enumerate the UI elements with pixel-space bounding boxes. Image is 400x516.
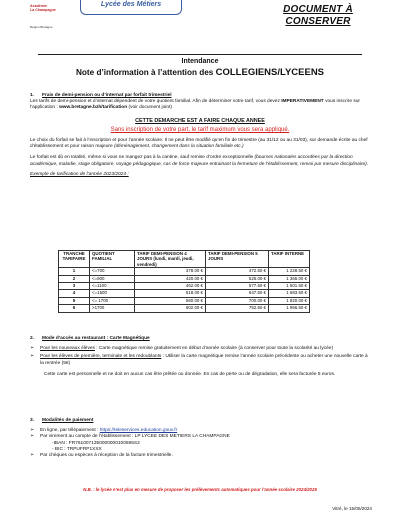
- arrow-bullet-icon: ➢: [30, 428, 35, 434]
- tarification-link[interactable]: www.bretagne.bzh/tarification: [59, 105, 128, 111]
- col-tranche: TRANCHE TARIFAIRE: [59, 251, 90, 268]
- cell-tranche: 3: [59, 283, 90, 290]
- list-item: ➢ Par chèques ou espèces à réception de la facture trimestrielle.: [30, 453, 173, 459]
- cell-tranche: 6: [59, 305, 90, 312]
- table-row: [59, 275, 310, 282]
- header-logos: [30, 1, 190, 34]
- keep-document-stamp: DOCUMENT À CONSERVER: [283, 4, 353, 27]
- cell-quotient: <=1500: [90, 290, 135, 297]
- col-interne: TARIF INTERNE: [269, 251, 310, 268]
- cell-dp4: 462.00 €: [135, 283, 206, 290]
- section1-paragraph2: Le choix du forfait se fait à l’inscription et pour l’année scolaire. Il ne peut être modifié qu’en fin de trimestre (au 31/12 ou au 31/03), sur demande écrite au chef d’établissement et pour raison majeure (déménagement, changement dans la situation familiale etc.): [30, 138, 368, 150]
- section1-paragraph3: Le forfait est dû en totalité, même si vous ne mangez pas à la cantine, sauf remise d’ordre exceptionnelle (bourses nationales accordées par la direction académique, maladie, stage obligatoire, voyage pédagogique, cas de force majeure entrainant la fermeture de l’établissement, renvoi par mesure disciplinaire).: [30, 155, 369, 167]
- cell-tranche: 2: [59, 275, 90, 282]
- cell-dp5: 577.50 €: [206, 283, 269, 290]
- list-item: ➢ En ligne, par télépaiement : https://teleservices.education.gouv.fr: [30, 428, 178, 434]
- teleservices-link[interactable]: https://teleservices.education.gouv.fr: [99, 428, 178, 434]
- cell-dp5: 752.50 €: [206, 305, 269, 312]
- iban-text: -IBAN : FR7610071350000000100595S2: [52, 440, 140, 446]
- cell-quotient: <=1100: [90, 283, 135, 290]
- cell-interne: 1 820.00 €: [269, 297, 310, 304]
- table-row: [59, 268, 310, 275]
- cell-interne: 1 501.50 €: [269, 283, 310, 290]
- col-quotient: QUOTIENT FAMILIAL: [90, 251, 135, 268]
- cell-tranche: 5: [59, 297, 90, 304]
- cell-interne: 1 228.50 €: [269, 268, 310, 275]
- cell-tranche: 4: [59, 290, 90, 297]
- tariff-table-body: [59, 268, 310, 312]
- col-dp5: TARIF DEMI-PENSION 5 JOURS: [206, 251, 269, 268]
- table-row: [59, 297, 310, 304]
- document-date: Vitré, le 15/05/2024: [332, 506, 372, 511]
- bic-text: - BIC : TRPUFRP1XXX: [52, 446, 102, 452]
- region-logo: Région Bretagne: [30, 25, 53, 29]
- cell-dp4: 378.00 €: [135, 268, 206, 275]
- section2-heading: 2. Mode d’accès au restaurant : Carte Magnétique: [30, 336, 150, 341]
- table-row: [59, 283, 310, 290]
- cell-quotient: <=700: [90, 268, 135, 275]
- cell-dp5: 525.00 €: [206, 275, 269, 282]
- cell-quotient: <=900: [90, 275, 135, 282]
- col-dp4: TARIF DEMI-PENSION 4 JOURS (lundi, mardi, jeudi, vendredi): [135, 251, 206, 268]
- list-item: ➢ Pour les nouveaux élèves : Carte magnétique remise gratuitement en début d’année scolaire (à conserver pour toute la scolarité au lycée): [30, 346, 334, 352]
- cell-dp5: 700.00 €: [206, 297, 269, 304]
- section-paiement: [30, 418, 370, 459]
- section1-heading: 1. Frais de demi-pension ou d’internat par forfait trimestriel: [30, 93, 172, 98]
- arrow-bullet-icon: ➢: [30, 434, 35, 440]
- nb-note: N.B. : le lycée n’est plus en mesure de proposer les prélèvements automatiques pour l’année scolaire 2024/2025: [83, 487, 317, 492]
- cell-dp5: 647.50 €: [206, 290, 269, 297]
- cell-interne: 1 365.00 €: [269, 275, 310, 282]
- arrow-bullet-icon: ➢: [30, 354, 35, 360]
- list-item: ➢ Par virement au compte de l’établissement : LP LYCEE DES METIERS LA CHAMPAGNE: [30, 434, 230, 440]
- tariff-table: [58, 250, 310, 313]
- academy-logo: Académie La Champagne: [30, 4, 56, 12]
- cell-dp4: 420.00 €: [135, 275, 206, 282]
- cell-tranche: 1: [59, 268, 90, 275]
- cell-quotient: >1700: [90, 305, 135, 312]
- cell-quotient: <= 1700: [90, 297, 135, 304]
- cell-dp5: 472.50 €: [206, 268, 269, 275]
- cell-interne: 1 956.50 €: [269, 305, 310, 312]
- tariff-example-caption: Exemple de tarification de l’année 2023/2024 :: [30, 171, 129, 177]
- title-line1: Intendance: [181, 58, 219, 65]
- cell-dp4: 518.00 €: [135, 290, 206, 297]
- cell-dp4: 560.00 €: [135, 297, 206, 304]
- table-header-row: [59, 251, 310, 268]
- cell-interne: 1 683.50 €: [269, 290, 310, 297]
- yearly-notice: CETTE DEMARCHE EST A FAIRE CHAQUE ANNEE: [135, 117, 265, 124]
- school-logo: Lycée des Métiers: [80, 0, 182, 15]
- section-carte: [30, 336, 370, 378]
- title-line2: Note d’information à l’attention des COLLEGIENS/LYCEENS: [75, 67, 325, 78]
- section1-paragraph1: Les tarifs de demi-pension et d’internat dépendent de votre quotient familial. Afin de déterminer votre tarif, vous devez IMPERATIVEMENT vous inscrire sur l’application : www.bretagne.bzh/tarification (voir document joint): [30, 99, 361, 111]
- list-item: ➢ Pour les élèves de première, terminale et les redoublants : Utiliser la carte magnétique remise l’année scolaire précédente ou acheter une nouvelle carte à la rentrée (5€): [30, 354, 368, 366]
- cell-dp4: 602.00 €: [135, 305, 206, 312]
- section2-paragraph: Cette carte est personnelle et ne doit en aucun cas être prêtée ou donnée. En cas de perte ou de dégradation, elle sera facturée 5 euros.: [44, 371, 336, 377]
- table-row: [59, 290, 310, 297]
- warning-text: Sans inscription de votre part, le tarif maximum vous sera appliqué.: [110, 126, 290, 133]
- table-row: [59, 305, 310, 312]
- section-demi-pension: [30, 93, 370, 178]
- page-title: [38, 54, 362, 79]
- section3-heading: 3. Modalités de paiement: [30, 418, 94, 423]
- arrow-bullet-icon: ➢: [30, 346, 35, 352]
- arrow-bullet-icon: ➢: [30, 453, 35, 459]
